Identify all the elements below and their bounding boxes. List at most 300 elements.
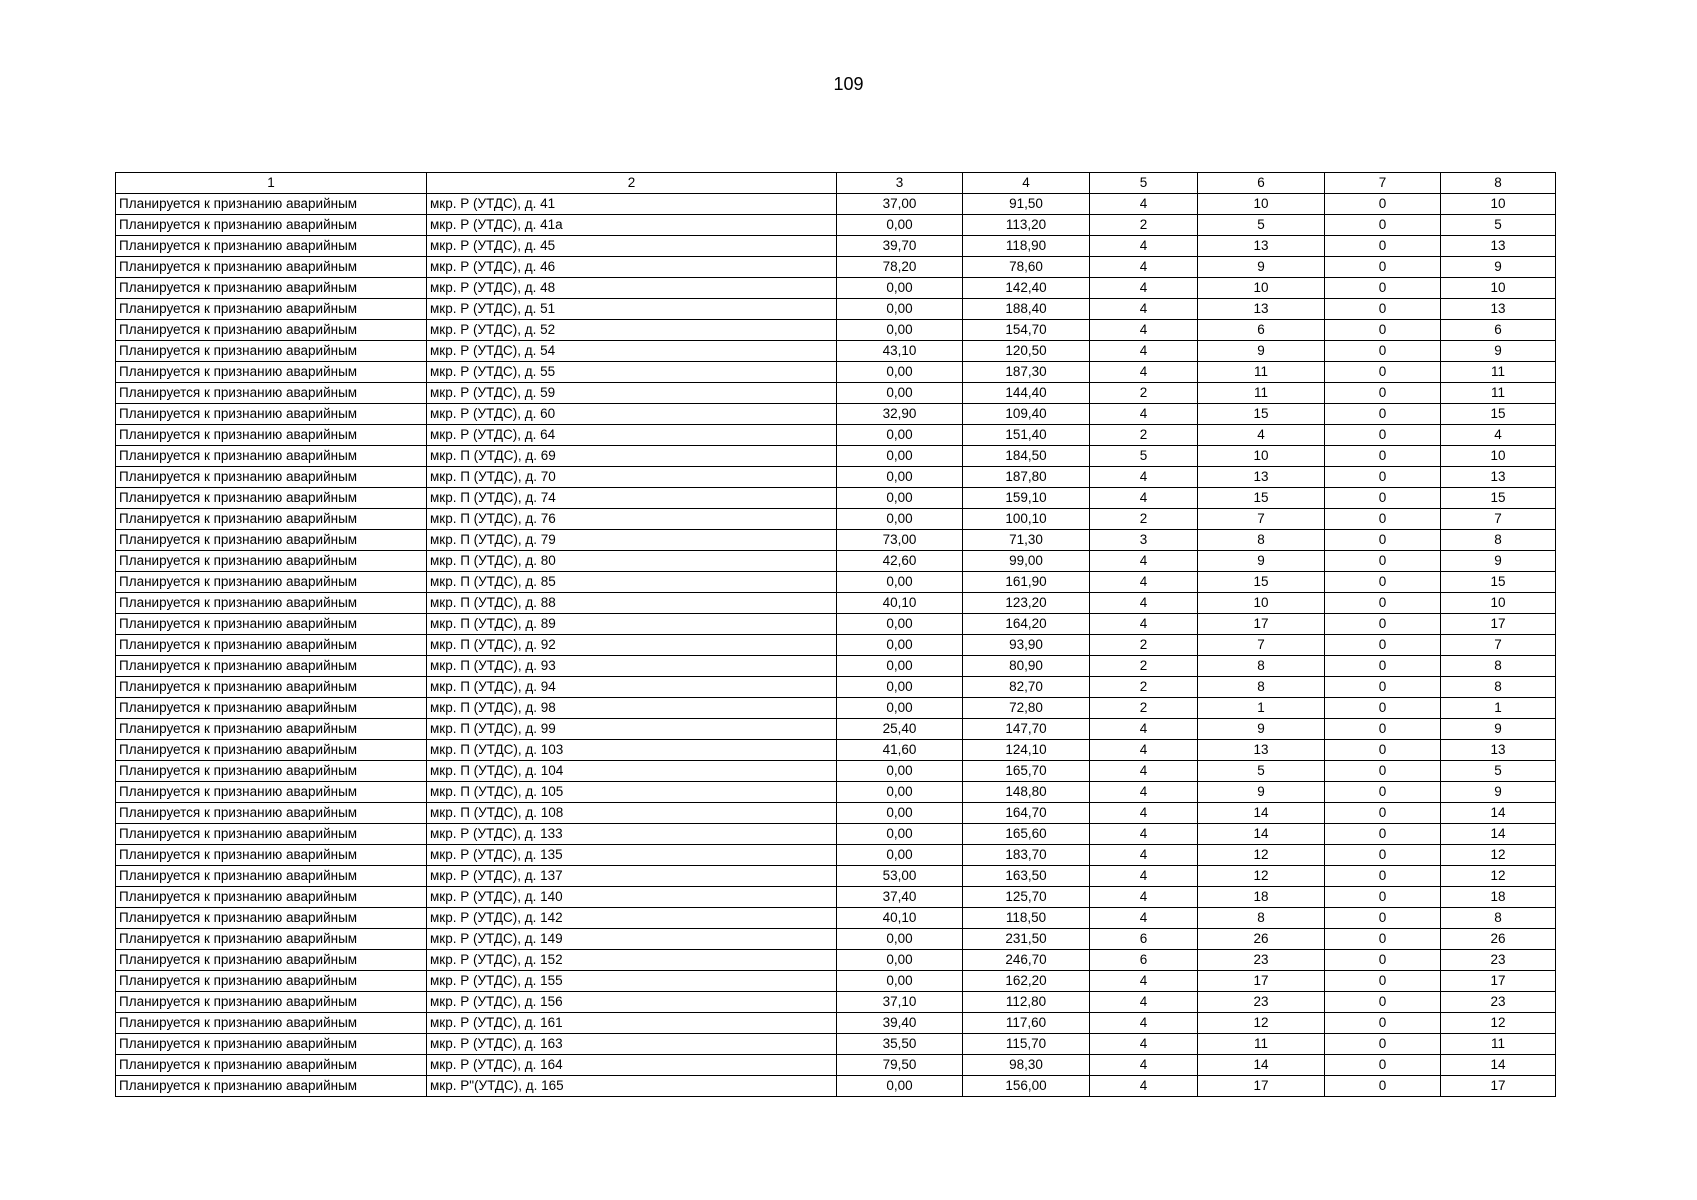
table-cell: 0 — [1325, 572, 1441, 593]
table-cell: 0 — [1325, 425, 1441, 446]
table-cell: 0,00 — [837, 761, 963, 782]
table-cell: Планируется к признанию аварийным — [116, 530, 427, 551]
table-cell: 2 — [1090, 677, 1198, 698]
table-cell: 2 — [1090, 383, 1198, 404]
table-cell: мкр. Р (УТДС), д. 142 — [427, 908, 837, 929]
table-row — [116, 908, 1556, 929]
table-cell: 0 — [1325, 656, 1441, 677]
table-cell: 2 — [1090, 635, 1198, 656]
table-cell: 0,00 — [837, 299, 963, 320]
table-cell: 14 — [1441, 1055, 1556, 1076]
table-cell: мкр. Р (УТДС), д. 59 — [427, 383, 837, 404]
table-cell: мкр. П (УТДС), д. 89 — [427, 614, 837, 635]
table-cell: 41,60 — [837, 740, 963, 761]
column-header: 2 — [427, 173, 837, 194]
table-cell: 12 — [1441, 845, 1556, 866]
table-cell: мкр. П (УТДС), д. 104 — [427, 761, 837, 782]
table-cell: мкр. Р (УТДС), д. 52 — [427, 320, 837, 341]
table-row — [116, 845, 1556, 866]
table-header-row — [116, 173, 1556, 194]
table-cell: Планируется к признанию аварийным — [116, 425, 427, 446]
table-cell: мкр. Р"(УТДС), д. 165 — [427, 1076, 837, 1097]
table-cell: 4 — [1090, 782, 1198, 803]
table-cell: 0,00 — [837, 572, 963, 593]
table-cell: 6 — [1090, 929, 1198, 950]
table-cell: 4 — [1090, 740, 1198, 761]
table-cell: 4 — [1090, 404, 1198, 425]
table-cell: 4 — [1090, 761, 1198, 782]
table-cell: 23 — [1441, 950, 1556, 971]
table-cell: Планируется к признанию аварийным — [116, 614, 427, 635]
table-cell: 23 — [1198, 950, 1325, 971]
table-cell: мкр. П (УТДС), д. 94 — [427, 677, 837, 698]
table-cell: мкр. П (УТДС), д. 88 — [427, 593, 837, 614]
table-cell: Планируется к признанию аварийным — [116, 572, 427, 593]
table-cell: Планируется к признанию аварийным — [116, 362, 427, 383]
table-cell: 15 — [1441, 404, 1556, 425]
table-cell: 23 — [1198, 992, 1325, 1013]
table-cell: мкр. Р (УТДС), д. 155 — [427, 971, 837, 992]
table-cell: 0,00 — [837, 1076, 963, 1097]
table-cell: 0 — [1325, 971, 1441, 992]
table-cell: 4 — [1090, 593, 1198, 614]
table-cell: 23 — [1441, 992, 1556, 1013]
table-row — [116, 740, 1556, 761]
table-cell: 164,70 — [963, 803, 1090, 824]
table-cell: 0 — [1325, 677, 1441, 698]
table-row — [116, 1013, 1556, 1034]
table-cell: 144,40 — [963, 383, 1090, 404]
table-cell: 0 — [1325, 698, 1441, 719]
table-row — [116, 992, 1556, 1013]
table-cell: 0,00 — [837, 824, 963, 845]
table-cell: Планируется к признанию аварийным — [116, 194, 427, 215]
table-cell: 13 — [1198, 299, 1325, 320]
table-cell: 7 — [1198, 635, 1325, 656]
table-cell: 0 — [1325, 887, 1441, 908]
table-cell: 112,80 — [963, 992, 1090, 1013]
table-cell: Планируется к признанию аварийным — [116, 467, 427, 488]
table-cell: 0,00 — [837, 803, 963, 824]
table-cell: 9 — [1441, 551, 1556, 572]
table-cell: 10 — [1441, 194, 1556, 215]
table-cell: 2 — [1090, 425, 1198, 446]
table-cell: 15 — [1441, 572, 1556, 593]
table-cell: Планируется к признанию аварийным — [116, 551, 427, 572]
table-cell: 0,00 — [837, 467, 963, 488]
table-row — [116, 614, 1556, 635]
table-cell: мкр. Р (УТДС), д. 54 — [427, 341, 837, 362]
table-cell: Планируется к признанию аварийным — [116, 845, 427, 866]
table-cell: 17 — [1441, 614, 1556, 635]
table-cell: 184,50 — [963, 446, 1090, 467]
table-cell: 118,50 — [963, 908, 1090, 929]
table-cell: 0 — [1325, 929, 1441, 950]
table-cell: 37,10 — [837, 992, 963, 1013]
table-cell: 0 — [1325, 383, 1441, 404]
table-cell: 147,70 — [963, 719, 1090, 740]
table-cell: 78,20 — [837, 257, 963, 278]
table-cell: 0 — [1325, 635, 1441, 656]
table-cell: 0 — [1325, 908, 1441, 929]
table-cell: 12 — [1198, 866, 1325, 887]
table-cell: 0 — [1325, 299, 1441, 320]
table-row — [116, 950, 1556, 971]
table-cell: 0 — [1325, 278, 1441, 299]
table-cell: 118,90 — [963, 236, 1090, 257]
table-cell: 0 — [1325, 530, 1441, 551]
table-cell: 187,80 — [963, 467, 1090, 488]
table-cell: Планируется к признанию аварийным — [116, 929, 427, 950]
table-cell: 40,10 — [837, 593, 963, 614]
table-cell: 0,00 — [837, 656, 963, 677]
table-row — [116, 1055, 1556, 1076]
table-cell: 1 — [1441, 698, 1556, 719]
table-row — [116, 719, 1556, 740]
table-cell: мкр. Р (УТДС), д. 45 — [427, 236, 837, 257]
table-row — [116, 698, 1556, 719]
table-cell: 151,40 — [963, 425, 1090, 446]
table-cell: 0,00 — [837, 971, 963, 992]
table-cell: 188,40 — [963, 299, 1090, 320]
table-cell: 142,40 — [963, 278, 1090, 299]
table-cell: 0 — [1325, 866, 1441, 887]
table-cell: 1 — [1198, 698, 1325, 719]
table-row — [116, 404, 1556, 425]
table-cell: мкр. П (УТДС), д. 76 — [427, 509, 837, 530]
table-cell: 43,10 — [837, 341, 963, 362]
table-cell: 124,10 — [963, 740, 1090, 761]
table-cell: 0 — [1325, 551, 1441, 572]
table-cell: мкр. Р (УТДС), д. 152 — [427, 950, 837, 971]
table-cell: мкр. П (УТДС), д. 69 — [427, 446, 837, 467]
table-cell: 6 — [1441, 320, 1556, 341]
table-cell: 4 — [1090, 992, 1198, 1013]
table-cell: мкр. П (УТДС), д. 105 — [427, 782, 837, 803]
table-cell: 0,00 — [837, 383, 963, 404]
table-cell: 17 — [1441, 1076, 1556, 1097]
table-cell: 9 — [1198, 341, 1325, 362]
table-cell: Планируется к признанию аварийным — [116, 446, 427, 467]
table-cell: 4 — [1090, 845, 1198, 866]
table-cell: Планируется к признанию аварийным — [116, 593, 427, 614]
table-cell: 4 — [1090, 887, 1198, 908]
table-cell: 13 — [1198, 236, 1325, 257]
table-row — [116, 341, 1556, 362]
table-cell: 12 — [1441, 866, 1556, 887]
table-cell: 9 — [1198, 719, 1325, 740]
table-cell: 4 — [1090, 824, 1198, 845]
table-cell: 37,00 — [837, 194, 963, 215]
table-cell: 14 — [1441, 824, 1556, 845]
table-cell: 8 — [1441, 677, 1556, 698]
table-cell: мкр. Р (УТДС), д. 140 — [427, 887, 837, 908]
table-cell: 0,00 — [837, 635, 963, 656]
table-cell: 80,90 — [963, 656, 1090, 677]
table-cell: мкр. Р (УТДС), д. 161 — [427, 1013, 837, 1034]
table-cell: 9 — [1441, 341, 1556, 362]
table-row — [116, 257, 1556, 278]
table-row — [116, 656, 1556, 677]
table-cell: мкр. П (УТДС), д. 79 — [427, 530, 837, 551]
table-cell: 4 — [1090, 551, 1198, 572]
table-cell: мкр. Р (УТДС), д. 64 — [427, 425, 837, 446]
table-cell: 0,00 — [837, 446, 963, 467]
table-cell: 0 — [1325, 320, 1441, 341]
table-cell: 0 — [1325, 257, 1441, 278]
table-cell: 0,00 — [837, 425, 963, 446]
table-cell: 2 — [1090, 215, 1198, 236]
table-cell: 0,00 — [837, 845, 963, 866]
table-cell: 100,10 — [963, 509, 1090, 530]
table-row — [116, 551, 1556, 572]
table-cell: 32,90 — [837, 404, 963, 425]
column-header: 4 — [963, 173, 1090, 194]
table-body — [116, 194, 1556, 1097]
table-cell: 125,70 — [963, 887, 1090, 908]
table-cell: 11 — [1441, 1034, 1556, 1055]
table-cell: 3 — [1090, 530, 1198, 551]
table-cell: мкр. Р (УТДС), д. 156 — [427, 992, 837, 1013]
table-row — [116, 278, 1556, 299]
table-row — [116, 509, 1556, 530]
table-cell: 13 — [1441, 467, 1556, 488]
table-row — [116, 488, 1556, 509]
table-cell: 13 — [1441, 299, 1556, 320]
table-cell: мкр. Р (УТДС), д. 46 — [427, 257, 837, 278]
table-cell: 14 — [1198, 803, 1325, 824]
table-cell: 0 — [1325, 341, 1441, 362]
table-cell: Планируется к признанию аварийным — [116, 992, 427, 1013]
table-cell: 42,60 — [837, 551, 963, 572]
table-cell: 4 — [1090, 1076, 1198, 1097]
table-cell: 13 — [1441, 236, 1556, 257]
table-cell: 115,70 — [963, 1034, 1090, 1055]
table-cell: 40,10 — [837, 908, 963, 929]
table-cell: 4 — [1090, 908, 1198, 929]
table-cell: мкр. П (УТДС), д. 70 — [427, 467, 837, 488]
table-cell: 0 — [1325, 194, 1441, 215]
table-cell: Планируется к признанию аварийным — [116, 698, 427, 719]
table-cell: мкр. Р (УТДС), д. 51 — [427, 299, 837, 320]
table-cell: 14 — [1198, 824, 1325, 845]
table-cell: 71,30 — [963, 530, 1090, 551]
table-cell: 4 — [1090, 1034, 1198, 1055]
housing-table — [115, 172, 1556, 1097]
table-cell: 165,60 — [963, 824, 1090, 845]
column-header: 7 — [1325, 173, 1441, 194]
table-cell: мкр. П (УТДС), д. 93 — [427, 656, 837, 677]
table-cell: 154,70 — [963, 320, 1090, 341]
table-cell: 0 — [1325, 950, 1441, 971]
table-cell: 8 — [1441, 530, 1556, 551]
table-cell: 2 — [1090, 509, 1198, 530]
table-cell: Планируется к признанию аварийным — [116, 257, 427, 278]
table-cell: 0,00 — [837, 320, 963, 341]
table-cell: Планируется к признанию аварийным — [116, 1055, 427, 1076]
table-row — [116, 929, 1556, 950]
table-cell: 4 — [1090, 572, 1198, 593]
table-cell: Планируется к признанию аварийным — [116, 677, 427, 698]
table-row — [116, 320, 1556, 341]
table-cell: 11 — [1198, 362, 1325, 383]
table-cell: Планируется к признанию аварийным — [116, 635, 427, 656]
table-cell: 163,50 — [963, 866, 1090, 887]
table-cell: 10 — [1441, 593, 1556, 614]
table-cell: мкр. П (УТДС), д. 99 — [427, 719, 837, 740]
table-cell: 0 — [1325, 992, 1441, 1013]
table-cell: 4 — [1090, 320, 1198, 341]
table-cell: Планируется к признанию аварийным — [116, 1076, 427, 1097]
table-cell: 0,00 — [837, 488, 963, 509]
table-cell: 0,00 — [837, 698, 963, 719]
table-cell: 11 — [1198, 1034, 1325, 1055]
table-cell: 12 — [1198, 1013, 1325, 1034]
table-cell: 8 — [1198, 530, 1325, 551]
table-row — [116, 782, 1556, 803]
table-row — [116, 866, 1556, 887]
table-cell: мкр. Р (УТДС), д. 149 — [427, 929, 837, 950]
table-cell: 15 — [1198, 404, 1325, 425]
table-cell: мкр. П (УТДС), д. 92 — [427, 635, 837, 656]
table-row — [116, 362, 1556, 383]
table-cell: 0 — [1325, 467, 1441, 488]
table-cell: 93,90 — [963, 635, 1090, 656]
table-cell: 6 — [1198, 320, 1325, 341]
table-cell: 0 — [1325, 782, 1441, 803]
table-cell: мкр. Р (УТДС), д. 60 — [427, 404, 837, 425]
table-cell: 4 — [1090, 299, 1198, 320]
table-cell: 17 — [1198, 1076, 1325, 1097]
table-cell: 156,00 — [963, 1076, 1090, 1097]
table-cell: Планируется к признанию аварийным — [116, 1034, 427, 1055]
table-cell: 0 — [1325, 740, 1441, 761]
table-cell: 10 — [1198, 194, 1325, 215]
table-cell: 231,50 — [963, 929, 1090, 950]
table-cell: 2 — [1090, 698, 1198, 719]
table-cell: 113,20 — [963, 215, 1090, 236]
table-cell: 9 — [1441, 719, 1556, 740]
table-cell: 9 — [1198, 782, 1325, 803]
table-cell: 246,70 — [963, 950, 1090, 971]
table-cell: Планируется к признанию аварийным — [116, 215, 427, 236]
table-cell: 98,30 — [963, 1055, 1090, 1076]
table-cell: 0 — [1325, 845, 1441, 866]
table-cell: Планируется к признанию аварийным — [116, 950, 427, 971]
table-cell: Планируется к признанию аварийным — [116, 383, 427, 404]
table-cell: 0 — [1325, 215, 1441, 236]
table-cell: 5 — [1198, 215, 1325, 236]
table-cell: 13 — [1441, 740, 1556, 761]
table-cell: 0 — [1325, 446, 1441, 467]
table-cell: 26 — [1198, 929, 1325, 950]
table-cell: 13 — [1198, 467, 1325, 488]
table-cell: 162,20 — [963, 971, 1090, 992]
table-cell: 0,00 — [837, 929, 963, 950]
table-cell: 4 — [1090, 488, 1198, 509]
column-header: 3 — [837, 173, 963, 194]
table-row — [116, 677, 1556, 698]
table-cell: Планируется к признанию аварийным — [116, 782, 427, 803]
table-cell: Планируется к признанию аварийным — [116, 1013, 427, 1034]
table-cell: мкр. Р (УТДС), д. 41 — [427, 194, 837, 215]
table-cell: Планируется к признанию аварийным — [116, 404, 427, 425]
table-cell: 117,60 — [963, 1013, 1090, 1034]
table-cell: 53,00 — [837, 866, 963, 887]
table-cell: 11 — [1198, 383, 1325, 404]
table-row — [116, 383, 1556, 404]
table-cell: 7 — [1198, 509, 1325, 530]
table-cell: 4 — [1090, 1055, 1198, 1076]
table-row — [116, 824, 1556, 845]
table-cell: 0 — [1325, 761, 1441, 782]
table-cell: Планируется к признанию аварийным — [116, 236, 427, 257]
table-cell: Планируется к признанию аварийным — [116, 656, 427, 677]
table-cell: 161,90 — [963, 572, 1090, 593]
table-cell: 4 — [1090, 467, 1198, 488]
table-cell: 17 — [1198, 614, 1325, 635]
table-cell: мкр. Р (УТДС), д. 41а — [427, 215, 837, 236]
table-cell: 39,40 — [837, 1013, 963, 1034]
table-cell: 14 — [1198, 1055, 1325, 1076]
table-row — [116, 1034, 1556, 1055]
table-cell: 0 — [1325, 404, 1441, 425]
table-row — [116, 971, 1556, 992]
table-cell: 10 — [1441, 446, 1556, 467]
column-header: 1 — [116, 173, 427, 194]
table-cell: 0 — [1325, 824, 1441, 845]
table-cell: 10 — [1198, 278, 1325, 299]
table-row — [116, 761, 1556, 782]
table-cell: 25,40 — [837, 719, 963, 740]
table-cell: Планируется к признанию аварийным — [116, 761, 427, 782]
table-cell: 159,10 — [963, 488, 1090, 509]
table-cell: Планируется к признанию аварийным — [116, 740, 427, 761]
table-cell: мкр. П (УТДС), д. 108 — [427, 803, 837, 824]
table-row — [116, 530, 1556, 551]
table-cell: 8 — [1198, 908, 1325, 929]
table-cell: 4 — [1090, 257, 1198, 278]
table-cell: 82,70 — [963, 677, 1090, 698]
table-cell: 6 — [1090, 950, 1198, 971]
table-cell: 4 — [1090, 866, 1198, 887]
table-cell: 10 — [1198, 593, 1325, 614]
table-cell: 4 — [1090, 803, 1198, 824]
table-cell: 7 — [1441, 635, 1556, 656]
table-cell: 0,00 — [837, 950, 963, 971]
table-row — [116, 299, 1556, 320]
table-cell: 187,30 — [963, 362, 1090, 383]
table-cell: 4 — [1090, 1013, 1198, 1034]
column-header: 6 — [1198, 173, 1325, 194]
table-row — [116, 215, 1556, 236]
table-cell: 148,80 — [963, 782, 1090, 803]
table-cell: 91,50 — [963, 194, 1090, 215]
table-row — [116, 803, 1556, 824]
table-cell: 35,50 — [837, 1034, 963, 1055]
table-cell: 0 — [1325, 1034, 1441, 1055]
table-cell: мкр. Р (УТДС), д. 137 — [427, 866, 837, 887]
table-cell: Планируется к признанию аварийным — [116, 824, 427, 845]
table-row — [116, 446, 1556, 467]
page-number: 109 — [833, 74, 864, 94]
table-cell: 0,00 — [837, 362, 963, 383]
table-cell: 7 — [1441, 509, 1556, 530]
table-cell: 4 — [1198, 425, 1325, 446]
table-row — [116, 887, 1556, 908]
table-row — [116, 635, 1556, 656]
table-cell: 0,00 — [837, 677, 963, 698]
